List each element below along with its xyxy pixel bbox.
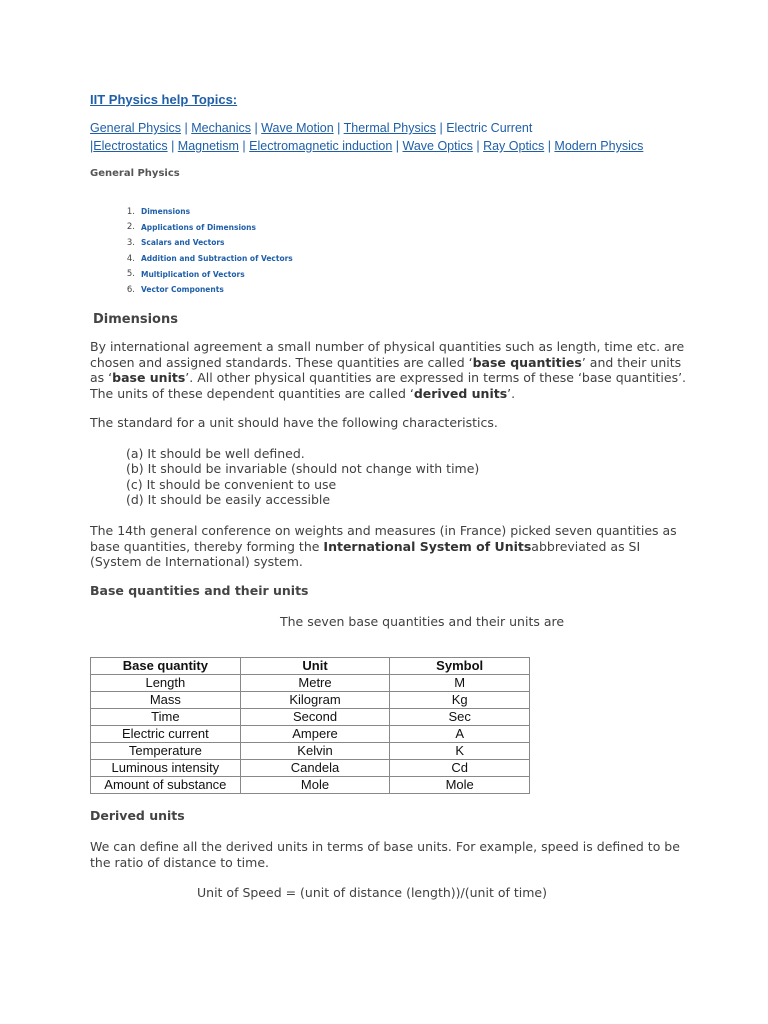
toc-number: 6. xyxy=(126,284,135,295)
section-heading-derived-units: Derived units xyxy=(90,808,185,823)
table-cell: Time xyxy=(91,709,241,726)
nav-separator: | xyxy=(436,121,447,135)
table-cell: Metre xyxy=(240,675,390,692)
toc-link[interactable]: Scalars and Vectors xyxy=(141,238,225,248)
nav-separator: | xyxy=(90,139,94,153)
toc-number: 1. xyxy=(126,206,135,217)
table-cell: Electric current xyxy=(91,726,241,743)
table-row xyxy=(91,709,530,726)
nav-link-thermal-physics[interactable]: Thermal Physics xyxy=(343,121,437,135)
section-heading-dimensions: Dimensions xyxy=(93,312,178,327)
topics-title[interactable]: IIT Physics help Topics: xyxy=(90,92,238,107)
table-row xyxy=(91,726,530,743)
table-body xyxy=(91,675,530,794)
base-quantities-table xyxy=(90,657,530,794)
table-cell: M xyxy=(390,675,530,692)
list-item: (d) It should be easily accessible xyxy=(126,492,331,508)
toc-item xyxy=(113,220,293,236)
toc-item xyxy=(113,235,293,251)
nav-link-electrostatics[interactable]: Electrostatics xyxy=(93,139,168,153)
nav-link-magnetism[interactable]: Magnetism xyxy=(177,139,239,153)
table-cell: Mass xyxy=(91,692,241,709)
nav-separator: | xyxy=(238,139,250,153)
nav-link-ray-optics[interactable]: Ray Optics xyxy=(483,139,545,153)
table-cell: Mole xyxy=(240,777,390,794)
column-header: Unit xyxy=(240,658,390,675)
toc-number: 4. xyxy=(126,253,135,264)
paragraph-unit-standard: The standard for a unit should have the following characteristics. xyxy=(90,415,498,430)
nav-link-electric-current: Electric Current xyxy=(446,121,533,135)
nav-separator: | xyxy=(181,121,192,135)
paragraph-base-quantities: By international agreement a small number of physical quantities such as length, time etc. are chosen and assigned standards. These quantities are called ‘base quantities’ and their units as ‘base units’. All other physical quantities are expressed in terms of these ‘base quantities’. The units of these dependent quantities are called ‘derived units’. xyxy=(90,339,687,401)
table-cell: Kelvin xyxy=(240,743,390,760)
list-item: (c) It should be convenient to use xyxy=(126,476,337,492)
toc-link[interactable]: Dimensions xyxy=(141,207,191,217)
toc-item xyxy=(113,266,293,282)
table-row xyxy=(91,692,530,709)
table-cell: Kg xyxy=(390,692,530,709)
table-cell: Second xyxy=(240,709,390,726)
nav-link-electromagnetic-induction[interactable]: Electromagnetic induction xyxy=(249,139,393,153)
table-cell: Candela xyxy=(240,760,390,777)
nav-separator: | xyxy=(544,139,555,153)
table-cell: Kilogram xyxy=(240,692,390,709)
nav-separator: | xyxy=(392,139,403,153)
section-heading-general-physics: General Physics xyxy=(90,168,180,179)
table-caption: The seven base quantities and their units are xyxy=(280,614,565,629)
table-cell: Mole xyxy=(390,777,530,794)
toc-number: 2. xyxy=(126,222,135,233)
toc-link[interactable]: Applications of Dimensions xyxy=(141,222,256,232)
toc-number: 5. xyxy=(126,269,135,280)
table-row xyxy=(91,777,530,794)
table-cell: Length xyxy=(91,675,241,692)
table-cell: Cd xyxy=(390,760,530,777)
nav-separator: | xyxy=(167,139,178,153)
column-header: Base quantity xyxy=(91,658,241,675)
toc-item xyxy=(113,251,293,267)
section-heading-base-quantities: Base quantities and their units xyxy=(90,583,309,598)
toc-link[interactable]: Multiplication of Vectors xyxy=(141,269,245,279)
toc-number: 3. xyxy=(126,237,135,248)
toc-link[interactable]: Addition and Subtraction of Vectors xyxy=(141,254,293,264)
topic-nav-line-1 xyxy=(90,121,532,135)
nav-link-modern-physics[interactable]: Modern Physics xyxy=(554,139,644,153)
paragraph-si-system: The 14th general conference on weights and measures (in France) picked seven quantities as base quantities, thereby forming the International System of Unitsabbreviated as SI (System de International) system. xyxy=(90,523,677,569)
table-cell: Luminous intensity xyxy=(91,760,241,777)
table-row xyxy=(91,743,530,760)
toc-link[interactable]: Vector Components xyxy=(141,285,224,295)
table-row xyxy=(91,760,530,777)
table-cell: Sec xyxy=(390,709,530,726)
list-item: (a) It should be well defined. xyxy=(126,446,305,461)
nav-separator: | xyxy=(333,121,344,135)
toc-item xyxy=(113,282,293,298)
toc-list xyxy=(113,204,293,298)
column-header: Symbol xyxy=(390,658,530,675)
nav-link-general-physics[interactable]: General Physics xyxy=(90,121,182,135)
table-cell: Temperature xyxy=(91,743,241,760)
topic-nav-line-2 xyxy=(90,139,643,153)
nav-separator: | xyxy=(250,121,262,135)
characteristics-list xyxy=(126,446,479,508)
speed-formula: Unit of Speed = (unit of distance (length))/(unit of time) xyxy=(197,885,547,900)
list-item: (b) It should be invariable (should not change with time) xyxy=(126,461,480,477)
table-row xyxy=(91,675,530,692)
table-cell: K xyxy=(390,743,530,760)
table-cell: Ampere xyxy=(240,726,390,743)
nav-link-wave-motion[interactable]: Wave Motion xyxy=(261,121,334,135)
paragraph-derived-units: We can define all the derived units in terms of base units. For example, speed is defined to be the ratio of distance to time. xyxy=(90,839,680,870)
nav-link-mechanics[interactable]: Mechanics xyxy=(191,121,251,135)
nav-separator: | xyxy=(472,139,484,153)
table-cell: Amount of substance xyxy=(91,777,241,794)
table-cell: A xyxy=(390,726,530,743)
toc-item xyxy=(113,204,293,220)
table-header-row xyxy=(91,658,530,675)
nav-link-wave-optics[interactable]: Wave Optics xyxy=(402,139,473,153)
